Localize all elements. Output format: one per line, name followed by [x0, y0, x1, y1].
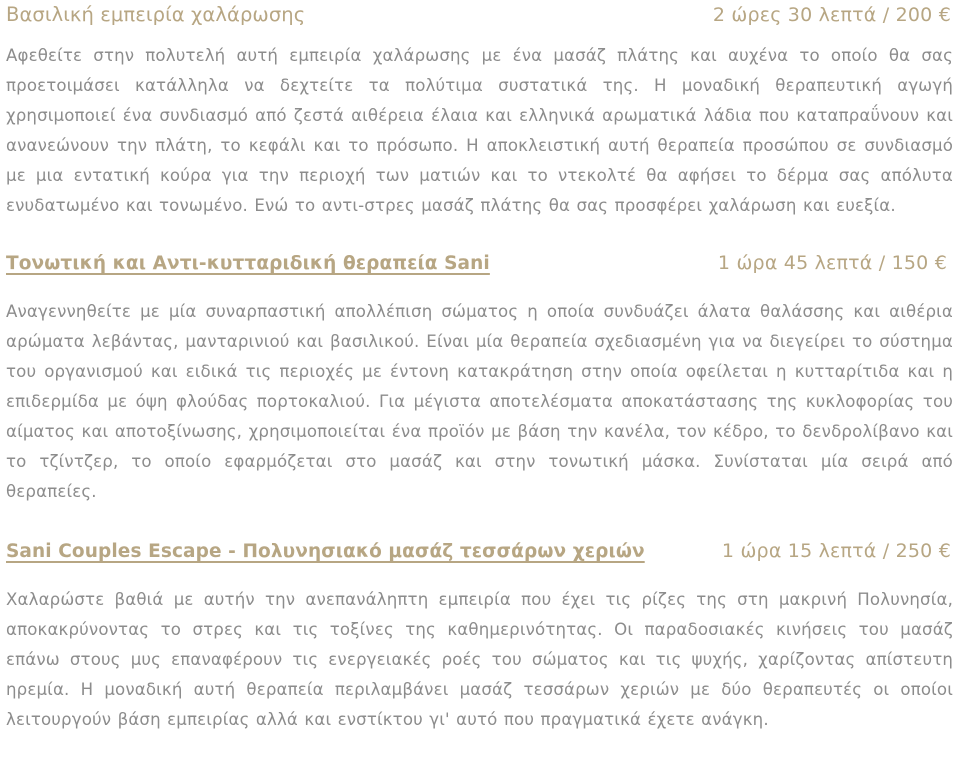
treatment-description: Χαλαρώστε βαθιά με αυτήν την ανεπανάληπτη εμπειρία που έχει τις ρίζες της στη μακρινή Πολυνησία, αποκακρύνοντας το στρες και τις τοξίνες της καθημερινότητας. Οι παραδοσιακές κινήσεις του μασάζ επάνω στους μυς επαναφέρουν τις ενεργειακές ροές του σώματος και τις ψυχής, χαρίζοντας απίστευτη ηρεμία. Η μοναδική αυτή θεραπεία περιλαμβάνει μασάζ τεσσάρων χεριών με δύο θεραπευτές οι οποίοι λειτουργούν βάση εμπειρίας αλλά και ενστίκτου γι' αυτό που πραγματικά έχετε ανάγκη. — [6, 590, 953, 729]
treatment-title: Τονωτική και Αντι-κυτταριδική θεραπεία Sani — [6, 253, 490, 274]
treatment-duration-price: 1 ώρα 15 λεπτά / 250 € — [721, 540, 951, 562]
treatment-header — [6, 0, 953, 29]
treatment-header — [6, 534, 953, 568]
treatment-title: Βασιλική εμπειρία χαλάρωσης — [6, 3, 306, 26]
treatment-duration-price: 1 ώρα 45 λεπτά / 150 € — [717, 252, 947, 274]
treatment-description: Αναγεννηθείτε με μία συναρπαστική απολλέπιση σώματος η οποία συνδυάζει άλατα θαλάσσης και αιθέρια αρώματα λεβάντας, μανταρινιού και βασιλικού. Είναι μία θεραπεία σχεδιασμένη για να διεγείρει το σύστημα του οργανισμού και ειδικά τις περιοχές με έντονη κατακράτηση στην οποία οφείλεται η κυτταρίτιδα και η επιδερμίδα με όψη φλούδας πορτοκαλιού. Για μέγιστα αποτελέσματα αποκατάστασης της κυκλοφορίας του αίματος και αποτοξίνωσης, χρησιμοποιείται ένα προϊόν με βάση την κανέλα, τον κέδρο, το δενδρολίβανο και το τζίντζερ, το οποίο εφαρμόζεται στο μασάζ και στην τονωτική μάσκα. Συνίσταται μία σειρά από θεραπείες. — [6, 302, 953, 501]
treatment-title: Sani Couples Escape - Πολυνησιακό μασάζ τεσσάρων χεριών — [6, 541, 645, 562]
treatment-royal-relaxation — [6, 0, 953, 221]
treatment-description: Αφεθείτε στην πολυτελή αυτή εμπειρία χαλάρωσης με ένα μασάζ πλάτης και αυχένα το οποίο θα σας προετοιμάσει κατάλληλα να δεχτείτε τα πολύτιμα συστατικά της. Η μοναδική θεραπευτική αγωγή χρησιμοποιεί ένα συνδιασμό από ζεστά αιθέρεια έλαια και ελληνικά αρωματικά λάδια που καταπραΰνουν και ανανεώνουν την πλάτη, το κεφάλι και το πρόσωπο. Η αποκλειστική αυτή θεραπεία προσώπου σε συνδιασμό με μια εντατική κούρα για την περιοχή των ματιών και το ντεκολτέ θα αφήσει το δέρμα σας απόλυτα ενυδατωμένο και τονωμένο. Ενώ το αντι-στρες μασάζ πλάτης θα σας προσφέρει χαλάρωση και ευεξία. — [6, 46, 953, 215]
treatment-toning-anticellulite — [6, 246, 953, 507]
treatment-couples-escape — [6, 534, 953, 735]
treatment-header — [6, 246, 953, 280]
treatment-duration-price: 2 ώρες 30 λεπτά / 200 € — [712, 4, 951, 26]
